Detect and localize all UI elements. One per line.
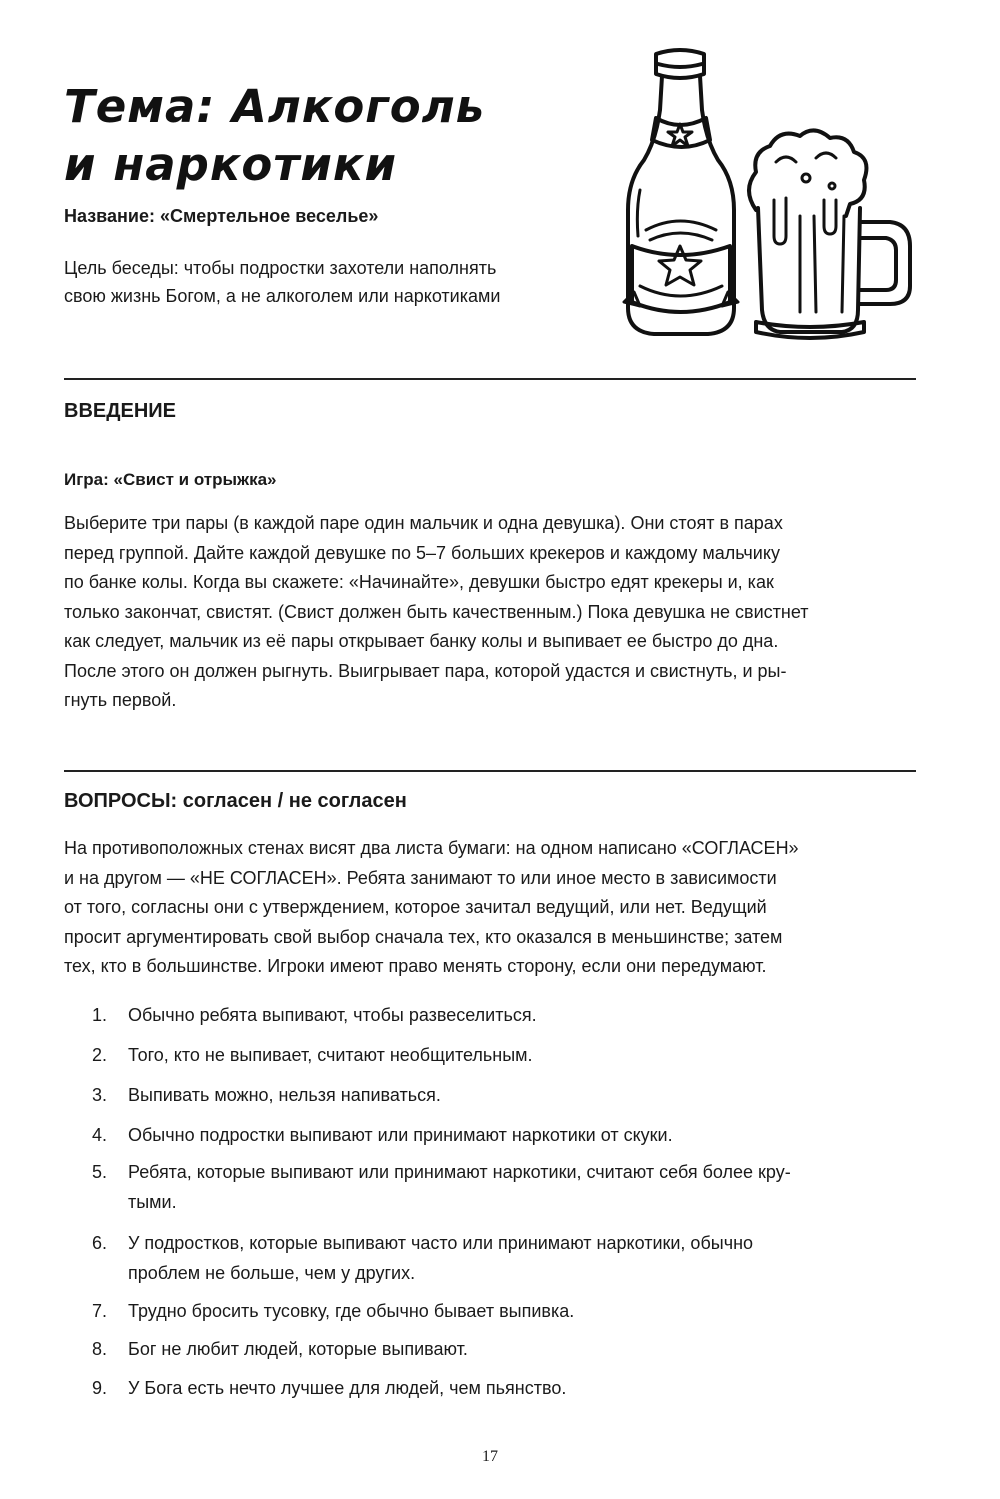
item-line: Бог не любит людей, которые выпивают. <box>128 1339 468 1359</box>
lesson-name-label: Название: <box>64 206 155 226</box>
item-text <box>128 1334 928 1364</box>
item-text <box>128 1373 928 1403</box>
item-number: 4. <box>92 1125 108 1145</box>
paragraph-line: как следует, мальчик из её пары открывает банку колы и выпивает ее быстро до дна. <box>64 631 779 651</box>
item-line: У Бога есть нечто лучшее для людей, чем пьянство. <box>128 1378 567 1398</box>
item-line: Ребята, которые выпивают или принимают наркотики, считают себя более кру- <box>128 1162 791 1182</box>
item-number: 9. <box>92 1378 108 1398</box>
paragraph-line: только закончат, свистят. (Свист должен быть качественным.) Пока девушка не свистнет <box>64 601 809 622</box>
paragraph-line: и на другом — «НЕ СОГЛАСЕН». Ребята занимают то или иное место в зависимости <box>64 867 777 888</box>
item-text <box>128 1040 928 1070</box>
page-title <box>64 78 584 194</box>
item-number: 7. <box>92 1301 108 1321</box>
item-number: 8. <box>92 1339 108 1359</box>
beer-mug-icon <box>749 130 910 338</box>
goal-line: свою жизнь Богом, а не алкоголем или наркотиками <box>64 286 501 306</box>
item-line: У подростков, которые выпивают часто или принимают наркотики, обычно <box>128 1233 754 1253</box>
paragraph-line: гнуть первой. <box>64 690 177 710</box>
questions-intro-paragraph <box>64 834 924 982</box>
paragraph-line: После этого он должен рыгнуть. Выигрывает пара, которой удастся и свистнуть, и ры- <box>64 660 787 681</box>
item-line: проблем не больше, чем у других. <box>128 1263 416 1283</box>
intro-paragraph <box>64 509 924 716</box>
title-line-1: Тема: Алкоголь <box>64 80 486 133</box>
section-divider <box>64 378 916 380</box>
paragraph-line: тех, кто в большинстве. Игроки имеют право менять сторону, если они передумают. <box>64 956 767 976</box>
goal-line: Цель беседы: чтобы подростки захотели наполнять <box>64 258 497 278</box>
paragraph-line: На противоположных стенах висят два листа бумаги: на одном написано «СОГЛАСЕН» <box>64 838 799 858</box>
item-line: Обычно подростки выпивают или принимают наркотики от скуки. <box>128 1125 673 1145</box>
title-line-2: и наркотики <box>64 138 398 191</box>
item-text <box>128 1228 928 1288</box>
item-line: Обычно ребята выпивают, чтобы развеселиться. <box>128 1005 537 1025</box>
item-line: Того, кто не выпивает, считают необщительным. <box>128 1045 533 1065</box>
section-divider <box>64 770 916 772</box>
item-text <box>128 1157 928 1217</box>
item-number: 5. <box>92 1162 108 1182</box>
item-text <box>128 1080 928 1110</box>
lesson-name <box>64 206 378 227</box>
lesson-name-value: «Смертельное веселье» <box>159 206 379 226</box>
item-line: Выпивать можно, нельзя напиваться. <box>128 1085 441 1105</box>
item-text <box>128 1000 928 1030</box>
illustration <box>610 40 930 350</box>
bottle-icon <box>624 50 738 334</box>
item-text <box>128 1120 928 1150</box>
lesson-goal <box>64 254 604 310</box>
paragraph-line: перед группой. Дайте каждой девушке по 5–7 больших крекеров и каждому мальчику <box>64 542 780 563</box>
item-number: 2. <box>92 1045 108 1065</box>
paragraph-line: просит аргументировать свой выбор сначала тех, кто оказался в меньшинстве; затем <box>64 926 783 947</box>
item-text <box>128 1296 928 1326</box>
paragraph-line: по банке колы. Когда вы скажете: «Начинайте», девушки быстро едят крекеры и, как <box>64 572 774 592</box>
item-number: 6. <box>92 1233 108 1253</box>
intro-heading: ВВЕДЕНИЕ <box>64 400 176 422</box>
item-line: Трудно бросить тусовку, где обычно бывает выпивка. <box>128 1301 575 1321</box>
page-number: 17 <box>482 1448 498 1465</box>
item-number: 1. <box>92 1005 108 1025</box>
paragraph-line: от того, согласны они с утверждением, которое зачитал ведущий, или нет. Ведущий <box>64 897 767 917</box>
game-title: Игра: «Свист и отрыжка» <box>64 470 277 489</box>
questions-heading: ВОПРОСЫ: согласен / не согласен <box>64 790 407 812</box>
item-line: тыми. <box>128 1192 177 1212</box>
paragraph-line: Выберите три пары (в каждой паре один мальчик и одна девушка). Они стоят в парах <box>64 513 783 533</box>
item-number: 3. <box>92 1085 108 1105</box>
